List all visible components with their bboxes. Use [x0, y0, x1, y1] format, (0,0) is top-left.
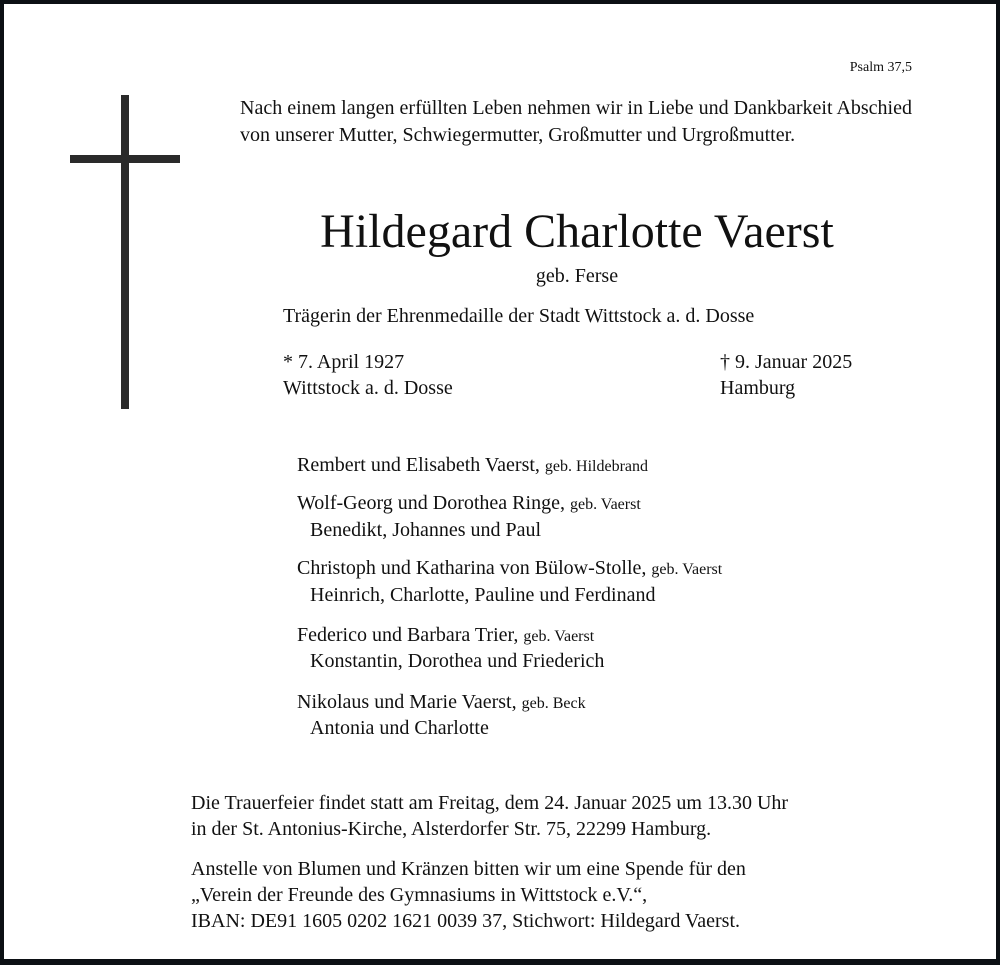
family-children: Konstantin, Dorothea und Friederich: [310, 650, 605, 672]
intro-text: Nach einem langen erfüllten Leben nehmen wir in Liebe und Dankbarkeit Abschied von unserer Mutter, Schwiegermutter, Großmutter und Urgroßmutter.: [240, 97, 912, 146]
donation-line: IBAN: DE91 1605 0202 1621 0039 37, Stichwort: Hildegard Vaerst.: [191, 910, 741, 932]
death-date: † 9. Januar 2025: [720, 351, 853, 373]
maiden-name: geb. Ferse: [535, 265, 619, 287]
family-children: Antonia und Charlotte: [310, 717, 489, 739]
deceased-name: Hildegard Charlotte Vaerst: [320, 205, 834, 258]
psalm-reference: Psalm 37,5: [849, 60, 912, 75]
birth-date: * 7. April 1927: [283, 351, 405, 373]
family-couple: Rembert und Elisabeth Vaerst, geb. Hildebrand: [297, 454, 648, 476]
family-couple: Christoph und Katharina von Bülow-Stolle, geb. Vaerst: [297, 557, 723, 579]
donation-line: „Verein der Freunde des Gymnasiums in Wittstock e.V.“,: [191, 884, 648, 906]
obituary-page: [4, 4, 996, 959]
family-couple: Wolf-Georg und Dorothea Ringe, geb. Vaerst: [297, 492, 641, 514]
death-place: Hamburg: [720, 377, 796, 399]
donation-line: Anstelle von Blumen und Kränzen bitten wir um eine Spende für den: [191, 858, 746, 880]
birth-place: Wittstock a. d. Dosse: [283, 377, 453, 399]
ceremony-line: in der St. Antonius-Kirche, Alsterdorfer Str. 75, 22299 Hamburg.: [191, 818, 712, 840]
family-couple: Federico und Barbara Trier, geb. Vaerst: [297, 624, 595, 646]
family-children: Benedikt, Johannes und Paul: [310, 519, 542, 541]
family-children: Heinrich, Charlotte, Pauline und Ferdinand: [310, 584, 656, 606]
honor-text: Trägerin der Ehrenmedaille der Stadt Wittstock a. d. Dosse: [283, 305, 755, 327]
family-couple: Nikolaus und Marie Vaerst, geb. Beck: [297, 691, 586, 713]
cross-icon-bar: [70, 155, 180, 163]
ceremony-line: Die Trauerfeier findet statt am Freitag, dem 24. Januar 2025 um 13.30 Uhr: [191, 792, 789, 814]
